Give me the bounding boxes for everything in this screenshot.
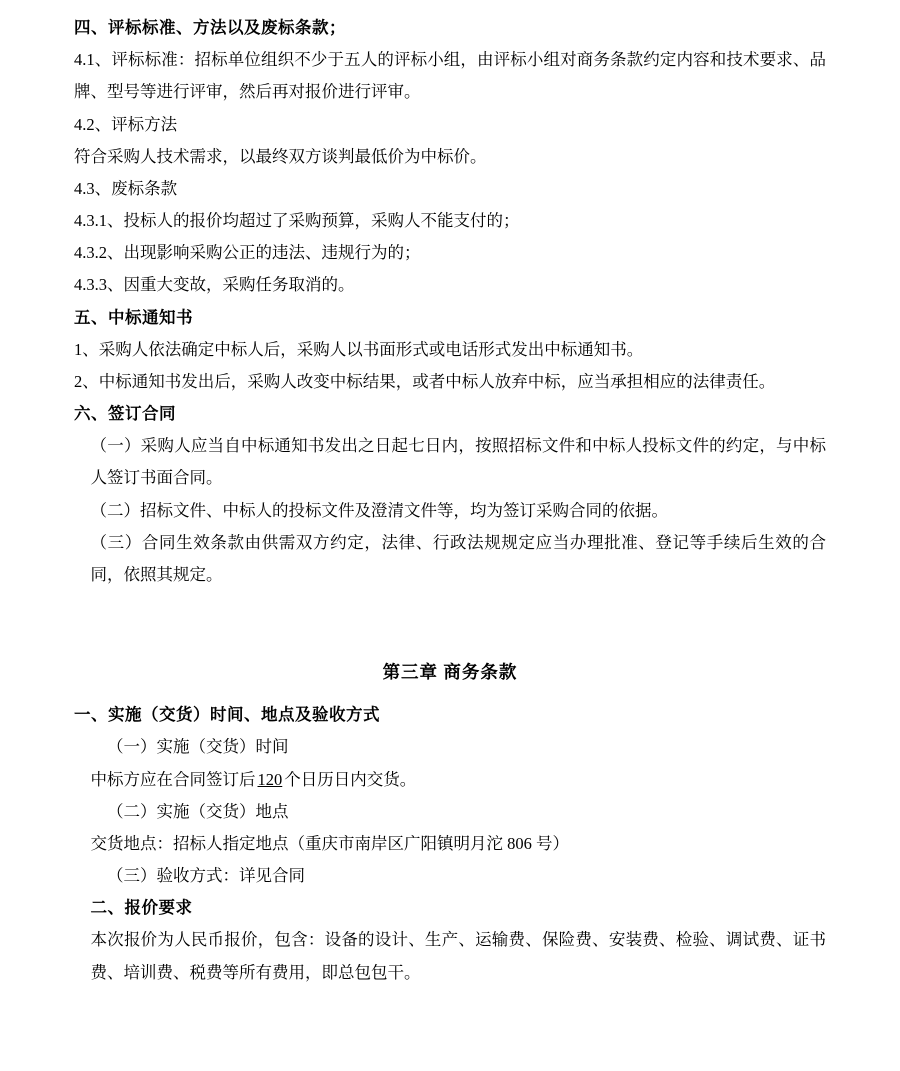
paragraph-4-2: 4.2、评标方法 (74, 114, 178, 134)
item-delivery-place-label: （二）实施（交货）地点 (107, 801, 289, 821)
heading-section-6: 六、签订合同 (74, 404, 176, 424)
paragraph-4-1: 4.1、评标标准：招标单位组织不少于五人的评标小组，由评标小组对商务条款约定内容和技术要求、品牌、型号等进行评审，然后再对报价进行评审。 (74, 50, 826, 102)
delivery-time-prefix: 中标方应在合同签订后 (90, 769, 256, 789)
paragraph-4-3-3: 4.3.3、因重大变故，采购任务取消的。 (74, 275, 355, 295)
section-spacer (74, 591, 826, 655)
paragraph-6-1: （一）采购人应当自中标通知书发出之日起七日内，按照招标文件和中标人投标文件的约定，与中标人签订书面合同。 (90, 436, 826, 488)
chapter-title: 第三章 商务条款 (382, 662, 518, 683)
chapter-spacer (74, 689, 826, 699)
paragraph-4-3-2: 4.3.2、出现影响采购公正的违法、违规行为的； (74, 243, 421, 263)
paragraph-6-3: （三）合同生效条款由供需双方约定，法律、行政法规规定应当办理批准、登记等手续后生效的合同，依照其规定。 (90, 532, 826, 584)
paragraph-4-2-body: 符合采购人技术需求，以最终双方谈判最低价为中标价。 (74, 146, 487, 166)
item-acceptance-method: （三）验收方式：详见合同 (107, 866, 305, 886)
item-delivery-time-label: （一）实施（交货）时间 (107, 737, 289, 757)
heading-section-5: 五、中标通知书 (74, 307, 193, 327)
delivery-days-value: 120 (257, 769, 283, 789)
paragraph-4-3-1: 4.3.1、投标人的报价均超过了采购预算，采购人不能支付的； (74, 211, 520, 231)
delivery-place-statement: 交货地点：招标人指定地点（重庆市南岸区广阳镇明月沱 806 号） (90, 833, 569, 853)
paragraph-4-3: 4.3、废标条款 (74, 178, 178, 198)
heading-chapter3-section-1: 一、实施（交货）时间、地点及验收方式 (74, 705, 380, 725)
paragraph-6-2: （二）招标文件、中标人的投标文件及澄清文件等，均为签订采购合同的依据。 (90, 500, 668, 520)
paragraph-quote-requirement: 本次报价为人民币报价，包含：设备的设计、生产、运输费、保险费、安装费、检验、调试费、证书费、培训费、税费等所有费用，即总包包干。 (90, 930, 826, 982)
heading-chapter3-section-2: 二、报价要求 (90, 898, 193, 918)
delivery-time-statement (74, 764, 826, 796)
heading-section-4: 四、评标标准、方法以及废标条款； (74, 18, 346, 37)
delivery-time-suffix: 个日历日内交货。 (284, 769, 417, 789)
paragraph-5-2: 2、中标通知书发出后，采购人改变中标结果，或者中标人放弃中标，应当承担相应的法律责任。 (74, 371, 776, 391)
paragraph-5-1: 1、采购人依法确定中标人后，采购人以书面形式或电话形式发出中标通知书。 (74, 339, 644, 359)
